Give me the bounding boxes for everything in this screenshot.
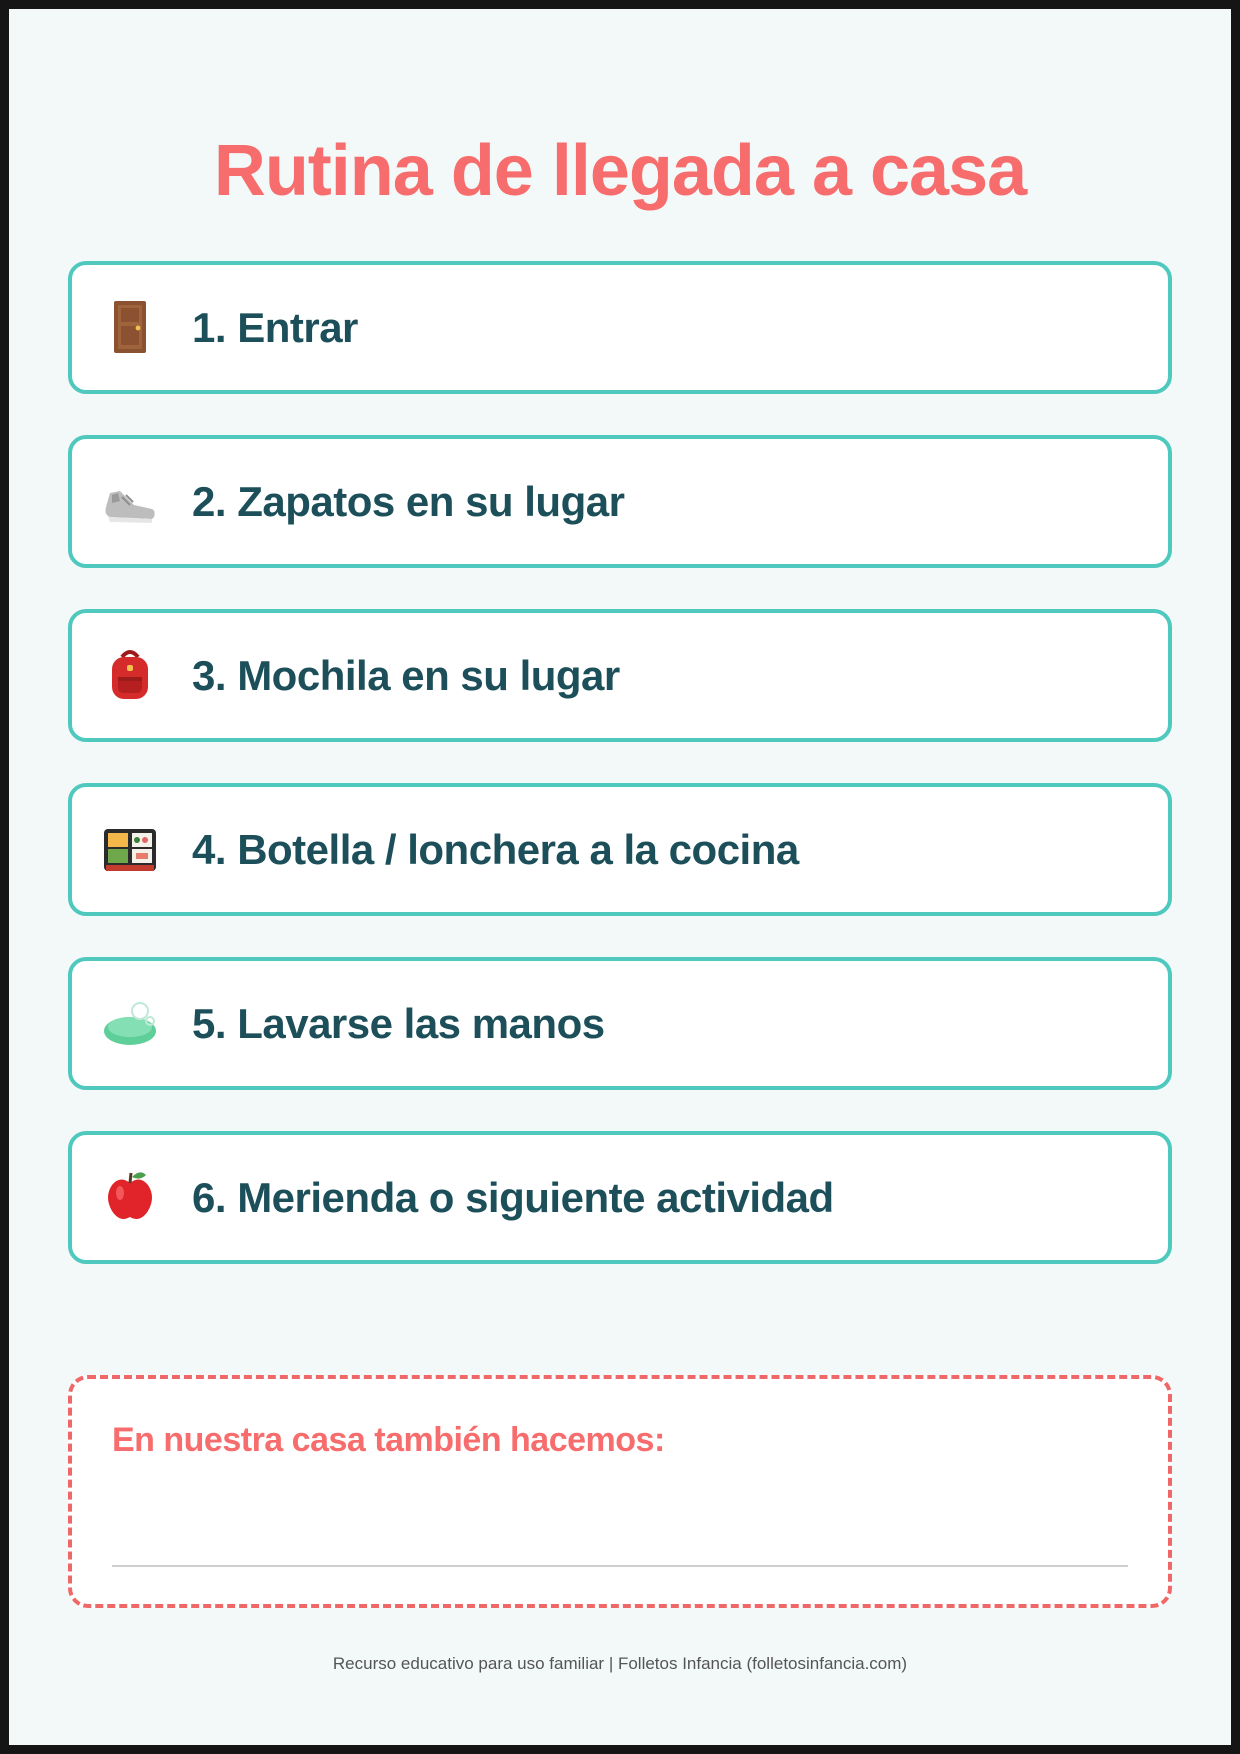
door-icon [100,297,160,357]
apple-icon [100,1167,160,1227]
family-activities-box [68,1375,1172,1608]
step-card-1 [68,261,1172,394]
step-label: 4. Botella / lonchera a la cocina [192,825,799,873]
lunchbox-icon [100,819,160,879]
step-label: 3. Mochila en su lugar [192,651,620,699]
page [9,9,1231,1745]
shoe-icon [100,471,160,531]
backpack-icon [100,645,160,705]
step-label: 1. Entrar [192,303,358,351]
step-card-5 [68,957,1172,1090]
step-card-3 [68,609,1172,742]
step-card-2 [68,435,1172,568]
step-card-4 [68,783,1172,916]
family-activities-heading: En nuestra casa también hacemos: [112,1421,665,1459]
step-label: 2. Zapatos en su lugar [192,477,625,525]
step-label: 6. Merienda o siguiente actividad [192,1173,834,1221]
step-card-6 [68,1131,1172,1264]
soap-icon [100,993,160,1053]
page-title: Rutina de llegada a casa [213,131,1027,211]
footer-credit: Recurso educativo para uso familiar | Folletos Infancia (folletosinfancia.com) [332,1654,908,1673]
writing-line [112,1565,1128,1567]
step-label: 5. Lavarse las manos [192,999,605,1047]
